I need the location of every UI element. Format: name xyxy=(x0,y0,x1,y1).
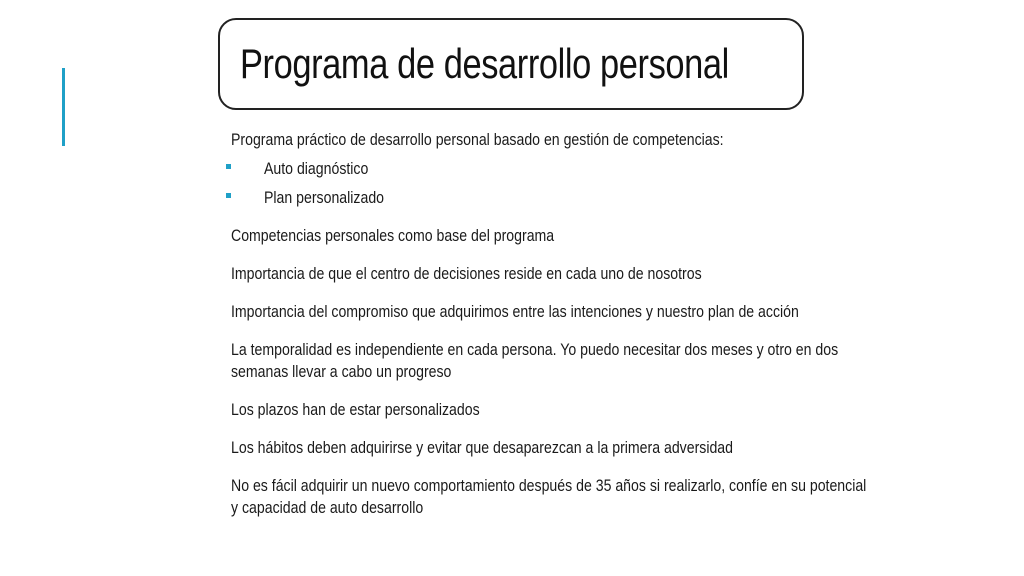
paragraph-text: No es fácil adquirir un nuevo comportamiento después de 35 años si realizarlo, confíe en su potencial y capacidad de auto desarrollo xyxy=(231,476,867,517)
title-box xyxy=(218,18,804,110)
paragraph xyxy=(231,339,871,399)
paragraph-text: Importancia del compromiso que adquirimos entre las intenciones y nuestro plan de acción xyxy=(231,302,799,321)
slide-title: Programa de desarrollo personal xyxy=(240,40,729,87)
accent-bar xyxy=(62,68,65,146)
bullet-marker xyxy=(226,164,231,169)
bullet-marker xyxy=(226,193,231,198)
paragraph-text: Importancia de que el centro de decisiones reside en cada uno de nosotros xyxy=(231,264,702,283)
paragraph-text: Los hábitos deben adquirirse y evitar que desaparezcan a la primera adversidad xyxy=(231,438,733,457)
paragraph-text: Competencias personales como base del programa xyxy=(231,226,555,245)
paragraph xyxy=(231,225,871,263)
paragraph-text: La temporalidad es independiente en cada persona. Yo puedo necesitar dos meses y otro en dos semanas llevar a cabo un progreso xyxy=(231,340,839,381)
bullet-text: Auto diagnóstico xyxy=(264,159,369,178)
intro-text: Programa práctico de desarrollo personal basado en gestión de competencias: xyxy=(231,130,724,149)
bullet-text: Plan personalizado xyxy=(264,188,385,207)
bullet-item xyxy=(231,158,871,187)
paragraph xyxy=(231,263,871,301)
slide-content xyxy=(231,129,871,521)
paragraph xyxy=(231,475,871,521)
bullet-item xyxy=(231,187,871,225)
paragraph xyxy=(231,437,871,475)
paragraph xyxy=(231,301,871,339)
paragraph-text: Los plazos han de estar personalizados xyxy=(231,400,480,419)
intro-line xyxy=(231,129,871,158)
paragraph xyxy=(231,399,871,437)
